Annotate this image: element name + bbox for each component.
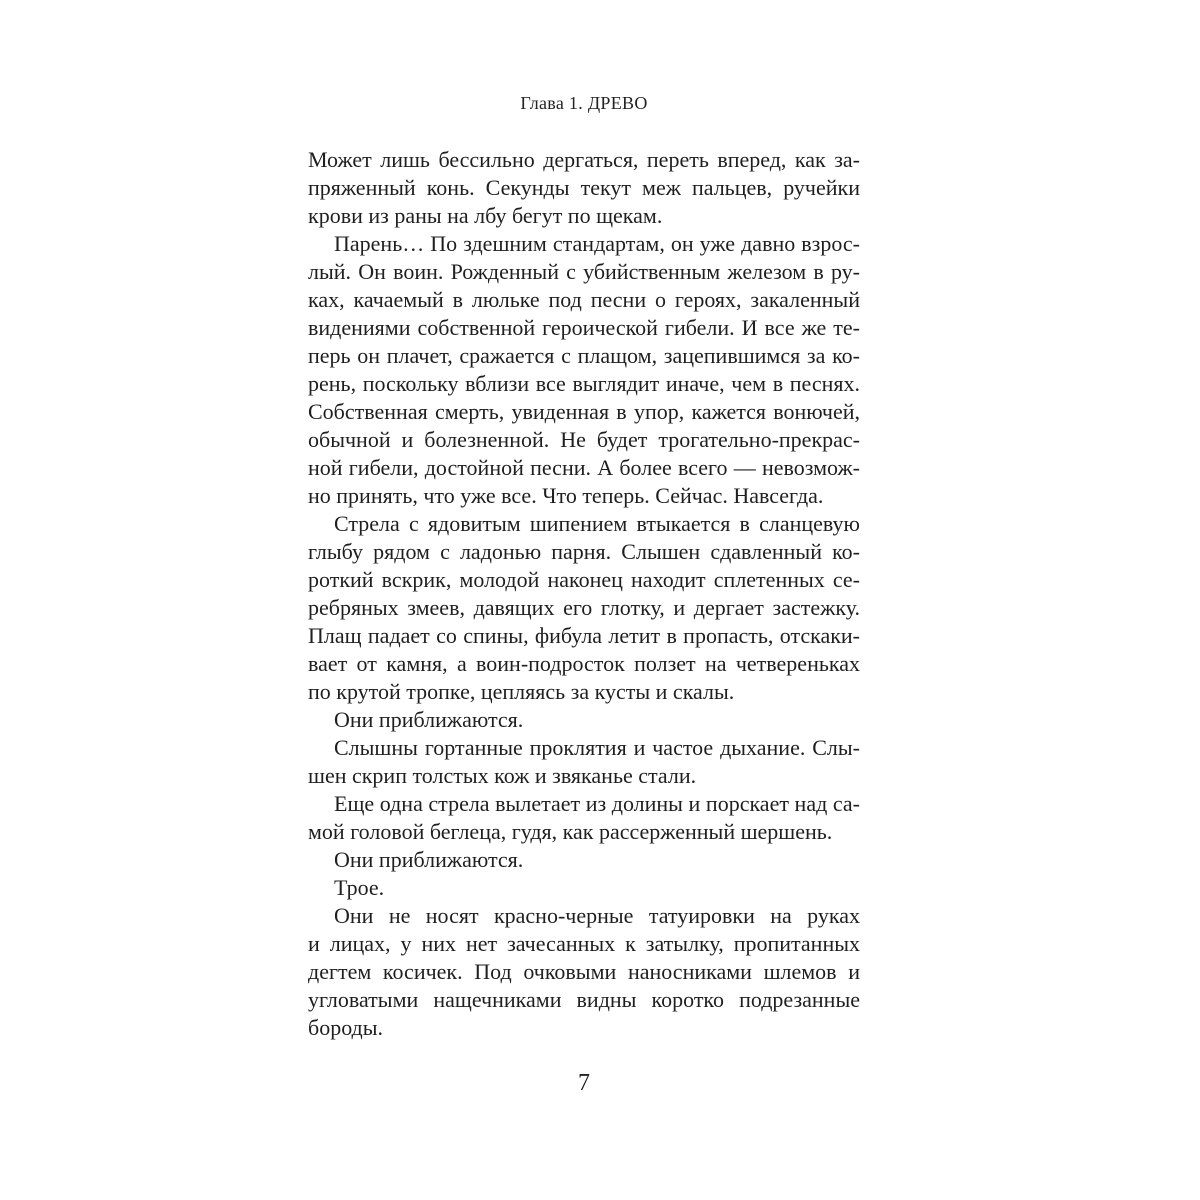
text-line: Они приближаются. bbox=[334, 847, 524, 872]
text-line: перь он плачет, сражается с плащом, зацепившимся за ко- bbox=[308, 343, 860, 368]
text-line: ной гибели, достойной песни. А более всего — невозмож- bbox=[308, 455, 860, 480]
text-line: Они приближаются. bbox=[334, 707, 524, 732]
paragraph bbox=[308, 230, 860, 510]
paragraph bbox=[308, 902, 860, 1042]
text-line: по крутой тропке, цепляясь за кусты и скалы. bbox=[308, 679, 735, 704]
text-line: роткий вскрик, молодой наконец находит сплетенных се- bbox=[308, 567, 860, 592]
paragraph bbox=[308, 510, 860, 706]
text-block bbox=[308, 146, 860, 1042]
paragraph bbox=[308, 846, 860, 874]
text-line: глыбу рядом с ладонью парня. Слышен сдавленный ко- bbox=[308, 539, 860, 564]
text-line: Может лишь бессильно дергаться, переть вперед, как за- bbox=[308, 147, 860, 172]
text-line: ребряных змеев, давящих его глотку, и дергает застежку. bbox=[308, 595, 860, 620]
text-line: Собственная смерть, увиденная в упор, кажется вонючей, bbox=[308, 399, 860, 424]
text-line: рень, поскольку вблизи все выглядит иначе, чем в песнях. bbox=[308, 371, 860, 396]
paragraph bbox=[308, 734, 860, 790]
text-line: Слышны гортанные проклятия и частое дыхание. Слы- bbox=[334, 735, 860, 760]
text-line: Еще одна стрела вылетает из долины и порскает над са- bbox=[334, 791, 860, 816]
page-number: 7 bbox=[578, 1070, 590, 1096]
text-line: вает от камня, а воин-подросток ползет на четвереньках bbox=[308, 651, 860, 676]
text-line: ках, качаемый в люльке под песни о героях, закаленный bbox=[308, 287, 860, 312]
text-line: пряженный конь. Секунды текут меж пальцев, ручейки bbox=[308, 175, 860, 200]
paragraph bbox=[308, 790, 860, 846]
paragraph bbox=[308, 146, 860, 230]
text-line: угловатыми нащечниками видны коротко подрезанные bbox=[308, 987, 860, 1012]
text-line: Стрела с ядовитым шипением втыкается в сланцевую bbox=[334, 511, 860, 536]
text-line: лый. Он воин. Рожденный с убийственным железом в ру- bbox=[308, 259, 860, 284]
paragraph bbox=[308, 706, 860, 734]
text-line: Трое. bbox=[334, 875, 385, 900]
text-line: дегтем косичек. Под очковыми наносниками шлемов и bbox=[308, 959, 860, 984]
text-line: видениями собственной героической гибели. И все же те- bbox=[308, 315, 860, 340]
text-line: крови из раны на лбу бегут по щекам. bbox=[308, 203, 663, 228]
text-line: мой головой беглеца, гудя, как рассерженный шершень. bbox=[308, 819, 833, 844]
text-line: бороды. bbox=[308, 1015, 384, 1040]
text-line: Парень… По здешним стандартам, он уже давно взрос- bbox=[334, 231, 860, 256]
text-line: Они не носят красно-черные татуировки на руках bbox=[334, 903, 860, 928]
paragraph bbox=[308, 874, 860, 902]
text-line: шен скрип толстых кож и звяканье стали. bbox=[308, 763, 697, 788]
text-line: обычной и болезненной. Не будет трогательно-прекрас- bbox=[308, 427, 860, 452]
chapter-running-head: Глава 1. ДРЕВО bbox=[520, 93, 648, 113]
text-line: Плащ падает со спины, фибула летит в пропасть, отскаки- bbox=[308, 623, 860, 648]
text-line: и лицах, у них нет зачесанных к затылку, пропитанных bbox=[308, 931, 860, 956]
text-line: но принять, что уже все. Что теперь. Сейчас. Навсегда. bbox=[308, 483, 824, 508]
